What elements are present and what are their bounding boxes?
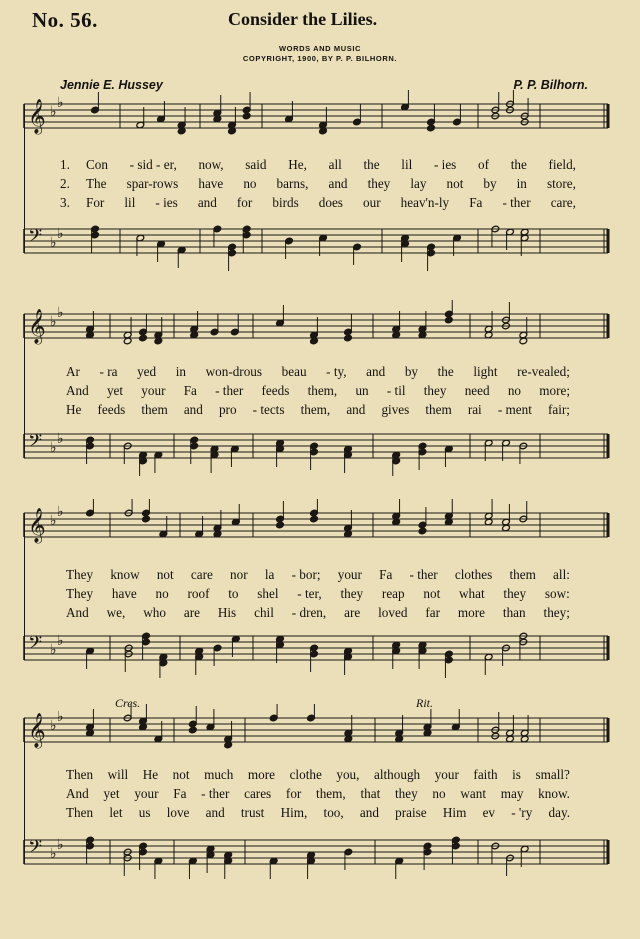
lyric-syllable: loved — [378, 605, 408, 620]
lyric-syllable: beau — [281, 364, 307, 379]
lyric-syllable: by — [404, 364, 418, 379]
lyric-syllable: to — [228, 586, 239, 601]
lyric-syllable: want — [460, 786, 486, 801]
lyric-line — [66, 402, 570, 418]
lyric-syllable: does — [318, 195, 343, 210]
lyric-syllable: Then — [66, 767, 94, 782]
bass-clef-icon: 𝄢 — [28, 837, 43, 862]
verse-number: 3. — [60, 195, 70, 210]
lyric-syllable: them — [509, 567, 536, 582]
lyric-syllable: than — [502, 605, 526, 620]
flat-key-signature-icon: ♭ — [57, 504, 64, 520]
lyric-syllable: and — [183, 402, 203, 417]
note-head — [418, 527, 427, 535]
lyric-syllable: la — [264, 567, 275, 582]
lyric-syllable: of — [478, 157, 489, 172]
copyright-line-1: WORDS AND MUSIC — [278, 44, 362, 53]
lyric-syllable: field, — [548, 157, 576, 172]
lyric-syllable: them — [141, 402, 168, 417]
lyric-syllable: they — [423, 383, 447, 398]
lyric-syllable: them — [425, 402, 452, 417]
lyric-syllable: And — [66, 605, 89, 620]
lyric-line — [66, 567, 570, 583]
lyric-syllable: what — [459, 586, 485, 601]
lyric-syllable: far — [425, 605, 440, 620]
lyric-syllable: care, — [550, 195, 576, 210]
lyric-syllable: by — [483, 176, 497, 191]
lyric-line — [66, 605, 570, 621]
lyric-syllable: they — [367, 176, 391, 191]
lyricist-credit: Jennie E. Hussey — [60, 78, 163, 92]
lyric-syllable: - ies — [155, 195, 178, 210]
lyric-syllable: - ra — [99, 364, 118, 379]
flat-key-signature-icon: ♭ — [57, 305, 64, 321]
note-head — [276, 521, 285, 529]
lyric-syllable: nor — [230, 567, 248, 582]
lyric-syllable: too, — [323, 805, 344, 820]
lyric-syllable: won-drous — [205, 364, 263, 379]
flat-key-signature-icon: ♭ — [50, 642, 57, 658]
lyric-syllable: them, — [316, 786, 346, 801]
lyric-syllable: for — [285, 786, 302, 801]
system-connector — [24, 314, 25, 458]
lyric-syllable: all: — [553, 567, 570, 582]
lyric-syllable: ev — [482, 805, 496, 820]
lyric-syllable: reap — [381, 586, 405, 601]
lyric-syllable: they — [394, 786, 418, 801]
bass-staff — [0, 826, 640, 882]
lyric-syllable: more; — [539, 383, 570, 398]
lyric-syllable: praise — [395, 805, 427, 820]
lyric-syllable: They — [66, 567, 94, 582]
note-head — [445, 316, 454, 324]
copyright-notice — [0, 44, 640, 64]
flat-key-signature-icon: ♭ — [50, 718, 57, 734]
lyric-syllable: us — [138, 805, 151, 820]
lyric-syllable: Then — [66, 805, 94, 820]
lyric-syllable: - tects — [252, 402, 285, 417]
lyric-line — [66, 364, 570, 380]
lyric-syllable: Fa — [379, 567, 393, 582]
lyric-syllable: fair; — [547, 402, 570, 417]
lyric-syllable: the — [510, 157, 527, 172]
lyric-syllable: They — [66, 586, 94, 601]
lyric-syllable: - ies — [433, 157, 457, 172]
lyric-syllable: no — [155, 586, 169, 601]
note-head — [310, 515, 319, 523]
lyric-syllable: have — [198, 176, 224, 191]
lyric-syllable: our — [363, 195, 381, 210]
lyric-syllable: rai — [467, 402, 482, 417]
lyric-syllable: faith — [473, 767, 498, 782]
lyric-line — [66, 786, 570, 802]
lyric-syllable: - ther — [201, 786, 230, 801]
lyric-syllable: they; — [543, 605, 570, 620]
treble-clef-icon: 𝄞 — [28, 309, 46, 344]
lyric-syllable: pro — [218, 402, 237, 417]
flat-key-signature-icon: ♭ — [50, 846, 57, 862]
lyric-syllable: them, — [300, 402, 331, 417]
lyric-syllable: now, — [198, 157, 224, 172]
lyric-syllable: - ther — [409, 567, 438, 582]
lyric-line — [66, 383, 570, 399]
lyric-syllable: may — [500, 786, 524, 801]
lyric-syllable: no — [432, 786, 446, 801]
lyric-syllable: will — [107, 767, 129, 782]
treble-staff — [0, 499, 640, 555]
treble-staff — [0, 300, 640, 356]
bass-clef-icon: 𝄢 — [28, 431, 43, 456]
lyric-syllable: un — [355, 383, 369, 398]
lyric-syllable: love — [166, 805, 190, 820]
system-connector — [24, 718, 25, 864]
lyric-syllable: feeds — [97, 402, 126, 417]
note-head — [344, 334, 353, 342]
ritardando-marking: Rit. — [416, 696, 433, 710]
bass-staff — [0, 215, 640, 271]
lyric-syllable: store, — [546, 176, 576, 191]
lyric-syllable: Him, — [280, 805, 308, 820]
lyric-syllable: more — [247, 767, 276, 782]
composer-credit: P. P. Bilhorn. — [513, 78, 588, 92]
lyric-syllable: - sid - er, — [129, 157, 177, 172]
lyric-syllable: - ter, — [297, 586, 322, 601]
lyric-syllable: small? — [535, 767, 570, 782]
lyric-syllable: know — [110, 567, 140, 582]
lyric-syllable: For — [86, 195, 105, 210]
lyric-syllable: in — [175, 364, 186, 379]
treble-clef-icon: 𝄞 — [28, 99, 46, 134]
lyric-syllable: Con — [86, 157, 108, 172]
note-head — [189, 726, 198, 734]
flat-key-signature-icon: ♭ — [57, 633, 64, 649]
lyric-syllable: know. — [538, 786, 570, 801]
flat-key-signature-icon: ♭ — [50, 314, 57, 330]
lyric-syllable: they — [340, 586, 364, 601]
lyric-syllable: - dren, — [291, 605, 327, 620]
lyric-syllable: Him — [442, 805, 467, 820]
lyric-syllable: no — [507, 383, 522, 398]
lyric-syllable: not — [423, 586, 441, 601]
lyric-syllable: - ty, — [326, 364, 347, 379]
system-connector — [24, 513, 25, 660]
lyric-line — [66, 805, 570, 821]
flat-key-signature-icon: ♭ — [50, 104, 57, 120]
lyric-syllable: The — [86, 176, 107, 191]
lyric-syllable: and — [359, 805, 379, 820]
lyric-syllable: not — [172, 767, 190, 782]
lyric-syllable: roof — [187, 586, 210, 601]
lyric-syllable: - 'ry — [511, 805, 533, 820]
bass-staff — [0, 420, 640, 476]
lyric-syllable: And — [66, 786, 89, 801]
treble-staff — [0, 90, 640, 146]
flat-key-signature-icon: ♭ — [50, 513, 57, 529]
lyric-syllable: care — [190, 567, 213, 582]
verse-number: 2. — [60, 176, 70, 191]
note-head — [142, 515, 151, 523]
lyric-syllable: yed — [137, 364, 157, 379]
lyric-syllable: - ment — [497, 402, 532, 417]
treble-staff — [0, 704, 640, 760]
lyric-syllable: have — [111, 586, 137, 601]
verse-number: 1. — [60, 157, 70, 172]
lyric-syllable: - ther — [215, 383, 244, 398]
lyric-syllable: birds — [272, 195, 299, 210]
lyric-syllable: Ar — [66, 364, 80, 379]
lyric-syllable: more — [457, 605, 485, 620]
lyric-syllable: and — [346, 402, 366, 417]
lyric-syllable: in — [516, 176, 527, 191]
lyric-syllable: is — [512, 767, 521, 782]
lyric-syllable: that — [360, 786, 381, 801]
lyric-syllable: you, — [336, 767, 360, 782]
lyric-syllable: clothe — [289, 767, 322, 782]
lyric-syllable: re-vealed; — [517, 364, 570, 379]
copyright-line-2: COPYRIGHT, 1900, BY P. P. BILHORN. — [242, 54, 398, 63]
lyric-syllable: clothes — [454, 567, 493, 582]
lyric-syllable: are — [344, 605, 361, 620]
lyric-syllable: although — [373, 767, 421, 782]
lyric-syllable: your — [434, 767, 459, 782]
lyric-syllable: day. — [548, 805, 570, 820]
lyric-syllable: and — [197, 195, 217, 210]
flat-key-signature-icon: ♭ — [57, 709, 64, 725]
lyric-syllable: your — [337, 567, 362, 582]
note-head — [242, 112, 251, 120]
note-head — [427, 124, 436, 132]
lyric-syllable: need — [464, 383, 490, 398]
flat-key-signature-icon: ♭ — [50, 440, 57, 456]
lyric-syllable: we, — [106, 605, 126, 620]
lyric-syllable: for — [236, 195, 253, 210]
lyric-syllable: sow: — [544, 586, 570, 601]
lyric-syllable: all — [328, 157, 342, 172]
lyric-syllable: who — [143, 605, 166, 620]
lyric-syllable: gives — [381, 402, 410, 417]
lyric-syllable: Fa — [469, 195, 483, 210]
hymn-number: No. 56. — [32, 8, 98, 32]
lyric-syllable: the — [437, 364, 454, 379]
lyric-syllable: lil — [124, 195, 136, 210]
lyric-syllable: and — [205, 805, 225, 820]
lyric-syllable: And — [66, 383, 89, 398]
lyric-syllable: let — [109, 805, 123, 820]
treble-clef-icon: 𝄞 — [28, 713, 46, 748]
lyric-syllable: them, — [307, 383, 338, 398]
lyric-syllable: Fa — [173, 786, 187, 801]
lyric-syllable: Fa — [183, 383, 197, 398]
hymn-title: Consider the Lilies. — [228, 9, 378, 29]
flat-key-signature-icon: ♭ — [57, 95, 64, 111]
lyric-syllable: trust — [240, 805, 265, 820]
lyric-line — [66, 586, 570, 602]
lyric-syllable: spar-rows — [126, 176, 179, 191]
lyric-syllable: and — [366, 364, 386, 379]
lyric-syllable: chil — [254, 605, 274, 620]
lyric-line — [86, 176, 576, 192]
flat-key-signature-icon: ♭ — [57, 431, 64, 447]
treble-clef-icon: 𝄞 — [28, 508, 46, 543]
lyric-syllable: they — [503, 586, 527, 601]
lyric-syllable: your — [134, 786, 159, 801]
lyric-syllable: much — [204, 767, 234, 782]
lyric-syllable: are — [183, 605, 200, 620]
lyric-syllable: barns, — [276, 176, 309, 191]
lyric-syllable: feeds — [261, 383, 290, 398]
note-head — [139, 334, 148, 342]
lyric-syllable: not — [156, 567, 174, 582]
lyric-syllable: - ther — [502, 195, 531, 210]
lyric-syllable: your — [141, 383, 166, 398]
lyric-syllable: He — [142, 767, 159, 782]
lyric-syllable: His — [217, 605, 237, 620]
lyric-syllable: yet — [103, 786, 120, 801]
lyric-line — [66, 767, 570, 783]
lyric-syllable: - til — [386, 383, 406, 398]
lyric-syllable: cares — [244, 786, 272, 801]
system-connector — [24, 104, 25, 253]
lyric-line — [86, 195, 576, 211]
lyric-syllable: lil — [401, 157, 413, 172]
lyric-syllable: heav'n-ly — [400, 195, 450, 210]
lyric-syllable: He, — [288, 157, 307, 172]
lyric-syllable: lay — [410, 176, 427, 191]
lyric-line — [86, 157, 576, 173]
lyric-syllable: and — [328, 176, 348, 191]
lyric-syllable: no — [243, 176, 257, 191]
bass-clef-icon: 𝄢 — [28, 633, 43, 658]
lyric-syllable: shel — [257, 586, 279, 601]
lyric-syllable: not — [446, 176, 464, 191]
flat-key-signature-icon: ♭ — [57, 837, 64, 853]
lyric-syllable: He — [66, 402, 82, 417]
flat-key-signature-icon: ♭ — [57, 226, 64, 242]
lyric-syllable: light — [473, 364, 498, 379]
lyric-syllable: - bor; — [291, 567, 321, 582]
lyric-syllable: said — [245, 157, 267, 172]
bass-clef-icon: 𝄢 — [28, 226, 43, 251]
lyric-syllable: the — [363, 157, 380, 172]
lyric-syllable: yet — [106, 383, 124, 398]
bass-staff — [0, 622, 640, 678]
flat-key-signature-icon: ♭ — [50, 235, 57, 251]
crescendo-marking: Cres. — [115, 696, 141, 710]
